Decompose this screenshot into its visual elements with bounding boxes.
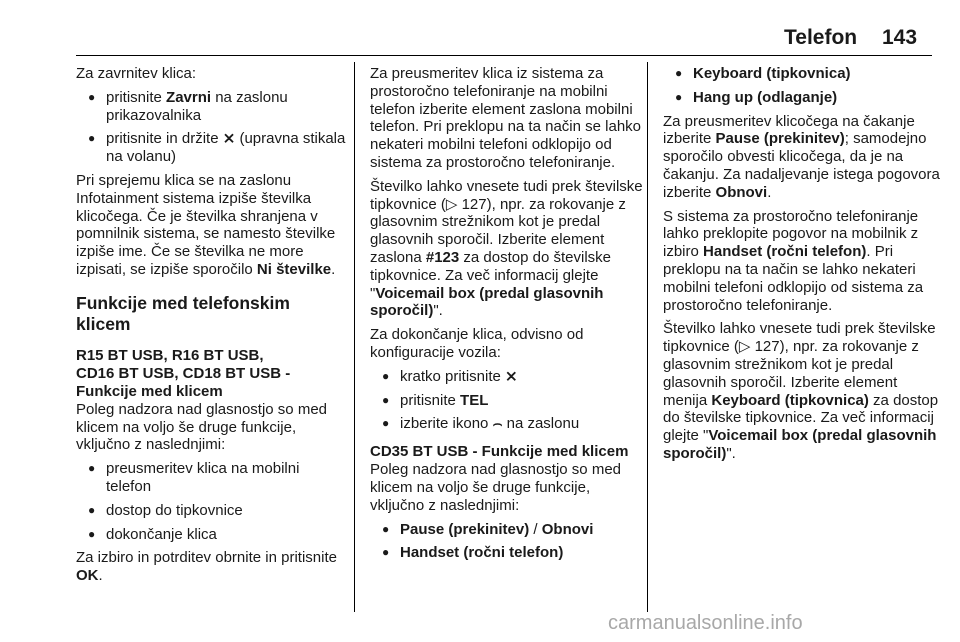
- hang-up-icon: ⨯: [222, 130, 236, 148]
- column-divider-right: [647, 62, 648, 612]
- phone-hang-up-icon: ⌢: [492, 415, 503, 433]
- list-item: ● izberite ikono ⌢ na zaslonu: [370, 415, 646, 433]
- subheading-line: R15 BT USB, R16 BT USB,: [76, 346, 264, 364]
- paragraph-select-confirm: Za izbiro in potrditev obrnite in pritisnite OK.: [76, 549, 337, 585]
- paragraph-handset: S sistema za prostoročno telefoniranje lahko preklopite pogovor na mobilnik z izbiro Handset (ročni telefon). Pri preklopu na ta način se lahko nekateri mobilni telefoni odklopijo od sistema za prostoročno telefoniranje.: [663, 207, 924, 314]
- column-divider-left: [354, 62, 355, 612]
- page-reference-icon: ▷: [445, 195, 458, 213]
- hang-up-icon: ⨯: [505, 367, 518, 385]
- page-header-title: Telefon: [784, 26, 858, 49]
- paragraph-redirect-call: Za preusmeritev klica iz sistema za prostoročno telefoniranje na mobilni telefon izberite element zaslona mobilni telefon. Pri preklopu na ta način se lahko nekateri mobilni telefoni odklopijo od sistema za prostoročno telefoniranje.: [370, 65, 642, 171]
- list-item: ● preusmeritev klica na mobilni telefon: [76, 460, 348, 496]
- paragraph-call-functions: Poleg nadzora nad glasnostjo so med klicem na voljo še druge funkcije, vključno z naslednjimi:: [76, 400, 328, 454]
- paragraph-reject-call: Za zavrnitev klica:: [76, 65, 197, 82]
- subheading-line: Funkcije med klicem: [76, 382, 223, 400]
- paragraph-incoming-call: Pri sprejemu klica se na zaslonu Infotainment sistema izpiše številka klicočega. Če je številka shranjena v pomnilnik sistema, se namesto številke izpiše ime. Če se številka ne more izpisati, se izpiše sporočilo Ni številke.: [76, 171, 336, 278]
- list-item: ● pritisnite in držite ⨯ (upravna stikala na volanu): [76, 130, 348, 166]
- list-item: ● Handset (ročni telefon): [370, 544, 646, 562]
- subheading-line: CD16 BT USB, CD18 BT USB -: [76, 364, 291, 382]
- paragraph-end-call: Za dokončanje klica, odvisno od konfiguracije vozila:: [370, 326, 584, 361]
- page-reference-icon: ▷: [738, 338, 751, 356]
- paragraph-keyboard: Številko lahko vnesete tudi prek številske tipkovnice (▷ 127), npr. za rokovanje z glasovnim strežnikom kot je predal glasovnih sporočil. Izberite element menija Keyboard (tipkovnica) za dostop do številske tipkovnice. Za več informacij glejte "Voicemail box (predal glasovnih sporočil)".: [663, 320, 939, 462]
- paragraph-cd35-functions: Poleg nadzora nad glasnostjo so med klicem na voljo še druge funkcije, vključno z naslednjimi:: [370, 461, 622, 514]
- watermark: carmanualsonline.info: [608, 612, 803, 634]
- header-rule: [76, 55, 932, 56]
- list-item: ● pritisnite Zavrni na zaslonu prikazovalnika: [76, 89, 348, 125]
- column-1: [76, 65, 348, 591]
- section-heading: Funkcije med telefonskim klicem: [76, 292, 290, 334]
- column-2: [370, 65, 646, 568]
- list-item: ● dokončanje klica: [76, 526, 348, 544]
- column-3: [663, 65, 941, 469]
- subheading-cd35: CD35 BT USB - Funkcije med klicem: [370, 443, 629, 461]
- list-item: ● dostop do tipkovnice: [76, 502, 348, 520]
- list-item: ● Keyboard (tipkovnica): [663, 65, 941, 83]
- list-item: ● Pause (prekinitev) / Obnovi: [370, 521, 646, 539]
- page-number: 143: [882, 26, 918, 49]
- paragraph-keypad: Številko lahko vnesete tudi prek številske tipkovnice (▷ 127), npr. za rokovanje z glasovnim strežnikom kot je predal glasovnih sporočil. Izberite element zaslona #123 za dostop do številske tipkovnice. Za več informacij glejte "Voicemail box (predal glasovnih sporočil)".: [370, 177, 643, 320]
- list-item: ● kratko pritisnite ⨯: [370, 368, 646, 386]
- list-item: ● Hang up (odlaganje): [663, 89, 941, 107]
- list-item: ● pritisnite TEL: [370, 392, 646, 410]
- paragraph-pause: Za preusmeritev klicočega na čakanje izberite Pause (prekinitev); samodejno sporočilo obvesti klicočega, da je na čakanju. Za nadaljevanje istega pogovora izberite Obnovi.: [663, 112, 940, 201]
